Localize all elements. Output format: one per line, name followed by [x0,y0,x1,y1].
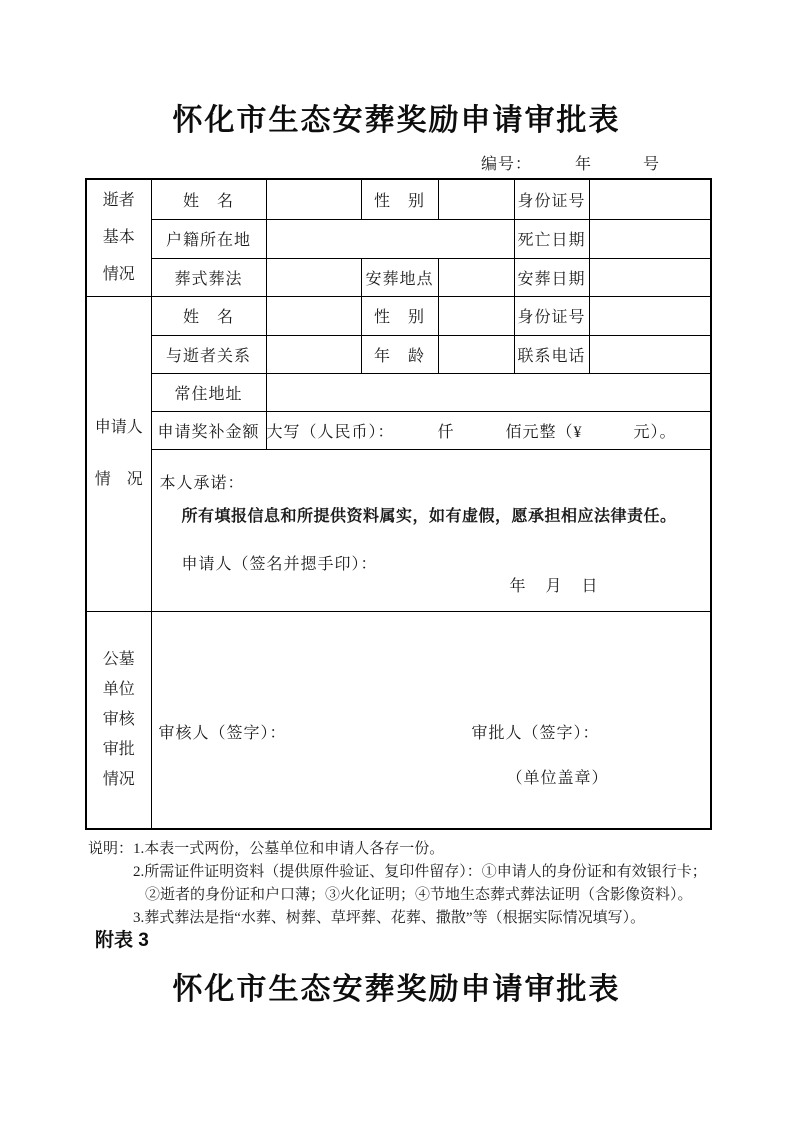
applicant-gender-field [438,296,514,335]
note-line-2: 2.所需证件证明资料（提供原件验证、复印件留存）：①申请人的身份证和有效银行卡； [133,864,707,880]
commitment-cell [151,449,711,611]
burial-date-field [589,258,711,296]
section-label-line: 情 况 [94,470,143,488]
section-label-line: 情况 [102,266,135,284]
section-label-line: 审批 [102,740,135,758]
deceased-name-label: 姓 名 [151,179,266,219]
reward-amount-value: 大写（人民币）： 仟 佰元整（¥ 元）。 [266,411,711,449]
residence-field [266,219,514,258]
notes-label: 说明： [88,841,134,857]
table-row [86,335,711,373]
table-row [86,373,711,411]
applicant-gender-label: 性 别 [361,296,438,335]
table-row [86,258,711,296]
burial-method-label: 葬式葬法 [151,258,266,296]
section-applicant-info [86,296,151,611]
residence-label: 户籍所在地 [151,219,266,258]
section-label-line: 基本 [102,229,135,247]
deceased-gender-field [438,179,514,219]
section-cemetery-review [86,611,151,829]
applicant-name-label: 姓 名 [151,296,266,335]
section-label-line: 逝者 [102,192,135,210]
approver-signature-label: 审批人（签字）： [471,724,600,742]
deceased-id-label: 身份证号 [514,179,589,219]
section-label-line: 公墓 [102,650,135,668]
address-label: 常住地址 [151,373,266,411]
section-label-line: 情况 [102,770,135,788]
applicant-name-field [266,296,361,335]
age-field [438,335,514,373]
table-row [86,219,711,258]
commitment-heading: 本人承诺： [159,474,245,492]
commitment-statement: 所有填报信息和所提供资料属实，如有虚假，愿承担相应法律责任。 [181,507,677,525]
notes-block [88,838,713,930]
application-form-table [85,178,712,830]
table-row [86,179,711,219]
age-label: 年 龄 [361,335,438,373]
notes-body [133,838,707,930]
reward-amount-label: 申请奖补金额 [151,411,266,449]
review-cell [151,611,711,829]
section-deceased-info [86,179,151,296]
applicant-id-label: 身份证号 [514,296,589,335]
burial-place-field [438,258,514,296]
burial-method-field [266,258,361,296]
reviewer-signature-label: 审核人（签字）： [158,724,287,742]
table-row [86,449,711,611]
note-line-1: 1.本表一式两份，公墓单位和申请人各存一份。 [133,841,445,857]
relation-field [266,335,361,373]
deceased-id-field [589,179,711,219]
page-title: 怀化市生态安葬奖励申请审批表 [172,104,621,137]
note-line-4: 3.葬式葬法是指“水葬、树葬、草坪葬、花葬、撒散”等（根据实际情况填写）。 [133,910,646,926]
death-date-label: 死亡日期 [514,219,589,258]
deceased-gender-label: 性 别 [361,179,438,219]
applicant-signature-label: 申请人（签名并摁手印）： [181,555,378,573]
relation-label: 与逝者关系 [151,335,266,373]
deceased-name-field [266,179,361,219]
table-row [86,411,711,449]
address-field [266,373,711,411]
commitment-date-placeholder: 年 月 日 [509,577,600,595]
death-date-field [589,219,711,258]
unit-seal-label: （单位盖章） [506,769,609,787]
table-row [86,296,711,335]
burial-place-label: 安葬地点 [361,258,438,296]
phone-label: 联系电话 [514,335,589,373]
section-label-line: 申请人 [94,418,143,436]
note-line-3: ②逝者的身份证和户口薄；③火化证明；④节地生态葬式葬法证明（含影像资料）。 [145,887,693,903]
burial-date-label: 安葬日期 [514,258,589,296]
serial-number-line: 编号： 年 号 [480,156,660,173]
bottom-page-title: 怀化市生态安葬奖励申请审批表 [172,973,621,1006]
phone-field [589,335,711,373]
appendix-label: 附表 3 [95,930,149,951]
section-label-line: 审核 [102,710,135,728]
table-row [86,611,711,829]
applicant-id-field [589,296,711,335]
section-label-line: 单位 [102,680,135,698]
